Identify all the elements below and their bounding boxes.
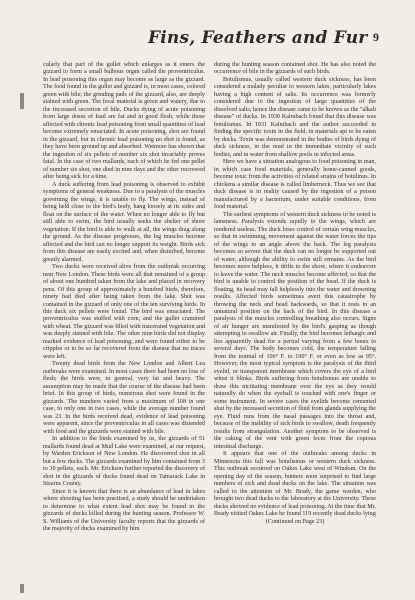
paragraph: In addition to the birds examined by us, the gizzards of 51 mallards found dead at Mud Lake were examined, at our request, by Warden Erickson of New London. He discovered shot in all but a few ducks. The gizzards examined by him contained from 3 to 30 pellets, each. Mr. Erickson further reported the discovery of shot in the gizzards of ducks found dead on Tamarack Lake in Stearns County. bbox=[43, 436, 205, 488]
margin-binding-mark bbox=[20, 93, 24, 109]
page-number: 9 bbox=[373, 30, 379, 44]
continued-note: (Continued on Page 23) bbox=[265, 518, 325, 525]
masthead-title: Fins, Feathers and Fur bbox=[148, 28, 368, 48]
margin-binding-mark bbox=[20, 584, 24, 593]
paragraph: Since it is known that there is an abundance of lead in lakes where shooting has been practised, a study should be undertaken to determine to what extent lead shot may be found in the gizzards of ducks killed during the hunting season. Professor W. S. Williams of the University faculty reports that the gizzards of the majority of ducks examined by him bbox=[43, 488, 205, 533]
paragraph: during the hunting season contained shot. He has also noted the occurrence of bile in the gizzards of such birds. bbox=[214, 62, 376, 76]
right-column bbox=[214, 62, 376, 526]
page-header bbox=[0, 28, 415, 54]
paragraph: The earliest symptoms of western duck sickness to be noted is lameness. Paralysis extends rapidly to the wings, which are rendered useless. The duck loses control of certain wing muscles, so that in swimming, movement against the water forces the tips of the wings to an angle above the back. The leg paralysis becomes so severe that the duck can no longer be supported out of water, although the ability to swim still remains. As the bird becomes more helpless, it drifts to the shore, where it endeavors to leave the water. The neck muscles become affected, so that the bird is unable to control the position of the head. If the duck is floating, its head may fall helplessly into the water and drowning results. Affected birds sometimes avert this catastrophe by throwing the neck and head backwards, so that it rests in an unnatural position on the back of the bird. In this disease a paralysis of the muscles controlling breathing also occurs. Signs of air hunger are manifested by the bird's gasping as though attempting to swallow air. Finally, the bird becomes lethargic and lies apparently dead for a period varying from a few hours to several days. The body becomes cold, the temperature falling from the normal of 106° F. to 100° F. or even as low as 95°. However, the most typical symptom is the paralysis of the third eyelid, or transparent membrane which covers the eye of a bird when it blinks. Birds suffering from botulismus are unable to draw this nictitating membrane over the eye as they would naturally do when the eyeball is touched with one's finger or some instrument. In severe cases the eyelids become cemented shut by the increased secretion of fluid from glands supplying the eye. Fluid runs from the nasal passages into the throat and, because of the inability of sick birds to swallow, death frequently results from strangulation. Another symptom to be observed is the caking of the vent with green feces from the copious intestinal discharge. bbox=[214, 211, 376, 450]
paragraph: A duck suffering from lead poisoning is observed to exhibit symptoms of general weakness. Due to a paralysis of the muscles governing the wings, it is unable to fly. The wings, instead of being held close to the bird's body, hang loosely at its sides and float on the surface of the water. When no longer able to fly but still able to swim, the bird usually seeks the shelter of shore vegetation. If the bird is able to walk at all, the wings drag along the ground. As the disease progresses, the leg muscles become affected and the bird can no longer support its weight. Birds sick from this disease are easily excited and, when disturbed, become greatly alarmed. bbox=[43, 181, 205, 263]
paragraph: Two ducks were received alive from the outbreak occurring near New London. These birds were all that remained of a group of about one hundred taken from the lake and placed in recovery pens. Of this group of approximately a hundred birds, therefore, ninety had died after being taken from the lake. Shot was contained in the gizzard of only one of the ten surviving birds. In this duck six pellets were found. The bird was emaciated. The proventriculus was stuffed with corn, and the gullet crammed with wheat. The gizzard was filled with macerated vegetation and was deeply stained with bile. The other nine birds did not display marked evidence of lead poisoning, and were found either to be cripples or to be so far recovered from the disease that no traces were left. bbox=[43, 264, 205, 360]
paragraph: cularly that part of the gullet which enlarges as it enters the gizzard to form a small bulbous organ called the proventriculus. In lead poisoning this organ may become as large as the gizzard. The food found in the gullet and gizzard is, in most cases, colored green with bile; the grinding pads of the gizzard, also, are deeply stained with green. The fecal material is green and watery, due to the increased secretion of bile. Ducks dying of acute poisoning from large doses of lead are fat and in good flesh, while those affected with chronic lead poisoning from small quantities of lead become extremely emaciated. In acute poisoning, shot are found in the gizzard, but in chronic lead poisoning no shot is found, as they have been ground up and absorbed. Wetmore has shown that the ingestion of six pellets of number six shot invariably proves fatal. In the case of two mallards, each of which he fed one pellet of number six shot, one died in nine days and the other recovered after being sick for a time. bbox=[43, 62, 206, 181]
paragraph: Twenty dead birds from the New London and Albert Lea outbreaks were examined. In most cases there had been no loss of flesh; the birds were, in general, very fat and heavy. The assumption may be made that the course of the disease had been brief. In this group of birds, numerous shot were found in the gizzards. The numbers varied from a maximum of 108 in one case, to only one in two cases, while the average number found was 23. In the birds received dead, evidence of lead poisoning were apparent, since the proventriculus in all cases was distended with food and the gizzards were stained with bile. bbox=[43, 361, 205, 435]
left-column bbox=[43, 62, 205, 534]
paragraph: Here we have a situation analogous to food poisoning in man, in which case food materials, generally home-canned goods, become toxic from the activities of related strains of botulinus. In chickens a similar disease is called limberneck. Thus we see that duck disease is in reality caused by the ingestion of a poison manufactured by a bacterium, under suitable conditions, from food material. bbox=[214, 159, 376, 211]
paragraph: It appears that one of the outbreaks among ducks in Minnesota this fall was botulismus or western duck sickness. This outbreak occurred on Oakes Lake west of Windom. On the opening day of the season, hunters were surprised to find large numbers of sick and dead ducks on the lake. The situation was called to the attention of Mr. Brady, the game warden, who brought two dead ducks to the laboratory at the University. These ducks showed no evidence of lead poisoning. At the time that Mr. Brady visited Oakes Lake he found 119 recently dead ducks lying bbox=[214, 451, 376, 518]
paragraph: Botulismus, usually called western duck sickness, has been considered a malady peculiar to western lakes, particularly lakes having a high content of salts. Its occurrence was formerly considered due to the ingestion of large quantities of the dissolved salts; hence the disease came to be known as the "alkali disease" of ducks. In 1930 Kalmbach found that this disease was botulismus. In 1931 Kalmbach and the author succeeded in finding the specific toxin in the field, in materials apt to be eaten by ducks. Toxin was demonstrated in the bodies of birds dying of duck sickness, in the mud in the immediate vicinity of such bodies, and in water from shallow pools in infected areas. bbox=[214, 76, 376, 158]
